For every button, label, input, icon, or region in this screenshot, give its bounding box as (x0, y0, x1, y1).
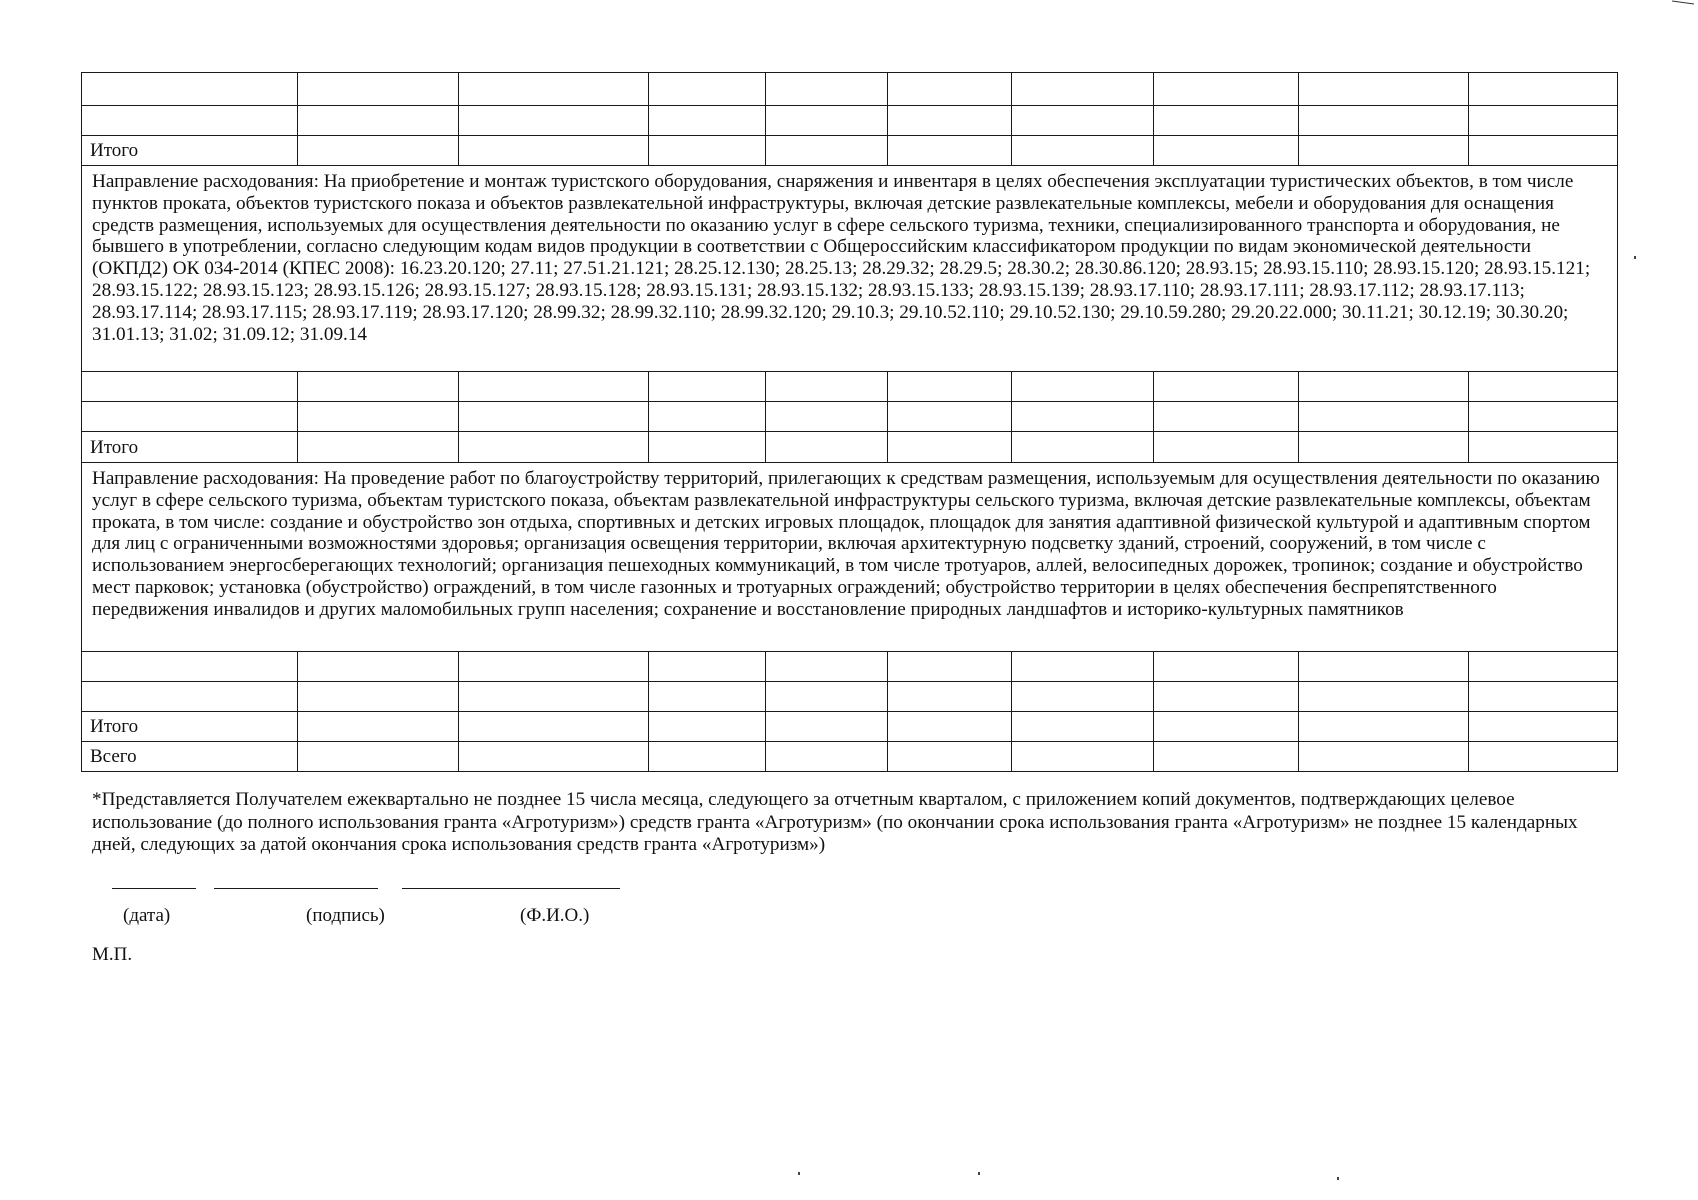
scan-speck (978, 1172, 980, 1175)
total-row (82, 136, 1618, 166)
scan-speck (1634, 256, 1636, 259)
date-label: (дата) (123, 905, 171, 926)
scan-speck (1337, 1177, 1339, 1180)
total-row (82, 712, 1618, 742)
grand-total-label: Всего (82, 742, 298, 772)
grand-total-row (82, 742, 1618, 772)
name-signature-line (402, 888, 620, 889)
table-row (82, 73, 1618, 106)
date-signature-line (112, 888, 196, 889)
table-row (82, 372, 1618, 402)
direction-row (82, 463, 1618, 652)
signature-line (214, 888, 378, 889)
total-row-label: Итого (82, 432, 298, 463)
expenditure-direction-equipment: Направление расходования: На приобретение и монтаж туристского оборудования, снаряжения и инвентаря в целях обеспечения эксплуатации туристических объектов, в том числе пунктов проката, объектов туристского показа и объектов развлекательной инфраструктуры, включая детские развлекательные комплексы, мебели и оборудования для оснащения средств размещения, используемых для осуществления деятельности по оказанию услуг в сфере сельского туризма, техники, специализированного транспорта и оборудования, не бывшего в употреблении, согласно следующим кодам видов продукции в соответствии с Общероссийским классификатором продукции по видам экономической деятельности (ОКПД2) ОК 034-2014 (КПЕС 2008): 16.23.20.120; 27.11; 27.51.21.121; 28.25.12.130; 28.25.13; 28.29.32; 28.29.5; 28.30.2; 28.30.86.120; 28.93.15; 28.93.15.110; 28.93.15.120; 28.93.15.121; 28.93.15.122; 28.93.15.123; 28.93.15.126; 28.93.15.127; 28.93.15.128; 28.93.15.131; 28.93.15.132; 28.93.15.133; 28.93.15.139; 28.93.17.110; 28.93.17.111; 28.93.17.112; 28.93.17.113; 28.93.17.114; 28.93.17.115; 28.93.17.119; 28.93.17.120; 28.99.32; 28.99.32.110; 28.99.32.120; 29.10.3; 29.10.52.110; 29.10.52.130; 29.10.59.280; 29.20.22.000; 30.11.21; 30.12.19; 30.30.20; 31.01.13; 31.02; 31.09.12; 31.09.14 (82, 166, 1618, 372)
signature-label: (подпись) (306, 905, 385, 926)
scan-speck (798, 1172, 800, 1175)
footnote: *Представляется Получателем ежеквартально не позднее 15 числа месяца, следующего за отчетным кварталом, с приложением копий документов, подтверждающих целевое использование (до полного использования гранта «Агротуризм») средств гранта «Агротуризм» (по окончании срока использования гранта «Агротуризм» не позднее 15 календарных дней, следующих за датой окончания срока использования средств гранта «Агротуризм») (92, 789, 1578, 855)
stamp-label: М.П. (92, 944, 133, 965)
total-row-label: Итого (82, 712, 298, 742)
total-row-label: Итого (82, 136, 298, 166)
scan-mark (1672, 0, 1694, 4)
direction-row (82, 166, 1618, 372)
table-row (82, 682, 1618, 712)
table-row (82, 106, 1618, 136)
total-row (82, 432, 1618, 463)
grant-expenditure-table (81, 72, 1618, 772)
expenditure-direction-landscaping: Направление расходования: На проведение работ по благоустройству территорий, прилегающих к средствам размещения, используемым для осуществления деятельности по оказанию услуг в сфере сельского туризма, объектам туристского показа, объектам развлекательной инфраструктуры сельского туризма, включая детские развлекательные комплексы, объектам проката, в том числе: создание и обустройство зон отдыха, спортивных и детских игровых площадок, площадок для занятия адаптивной физической культурой и адаптивным спортом для лиц с ограниченными возможностями здоровья; организация освещения территории, включая архитектурную подсветку зданий, строений, сооружений, в том числе с использованием энергосберегающих технологий; организация пешеходных коммуникаций, в том числе тротуаров, аллей, велосипедных дорожек, тропинок; создание и обустройство мест парковок; установка (обустройство) ограждений, в том числе газонных и тротуарных ограждений; обустройство территории в целях обеспечения беспрепятственного передвижения инвалидов и других маломобильных групп населения; сохранение и восстановление природных ландшафтов и историко-культурных памятников (82, 463, 1618, 652)
name-label: (Ф.И.О.) (520, 905, 590, 926)
table-row (82, 402, 1618, 432)
table-row (82, 652, 1618, 682)
